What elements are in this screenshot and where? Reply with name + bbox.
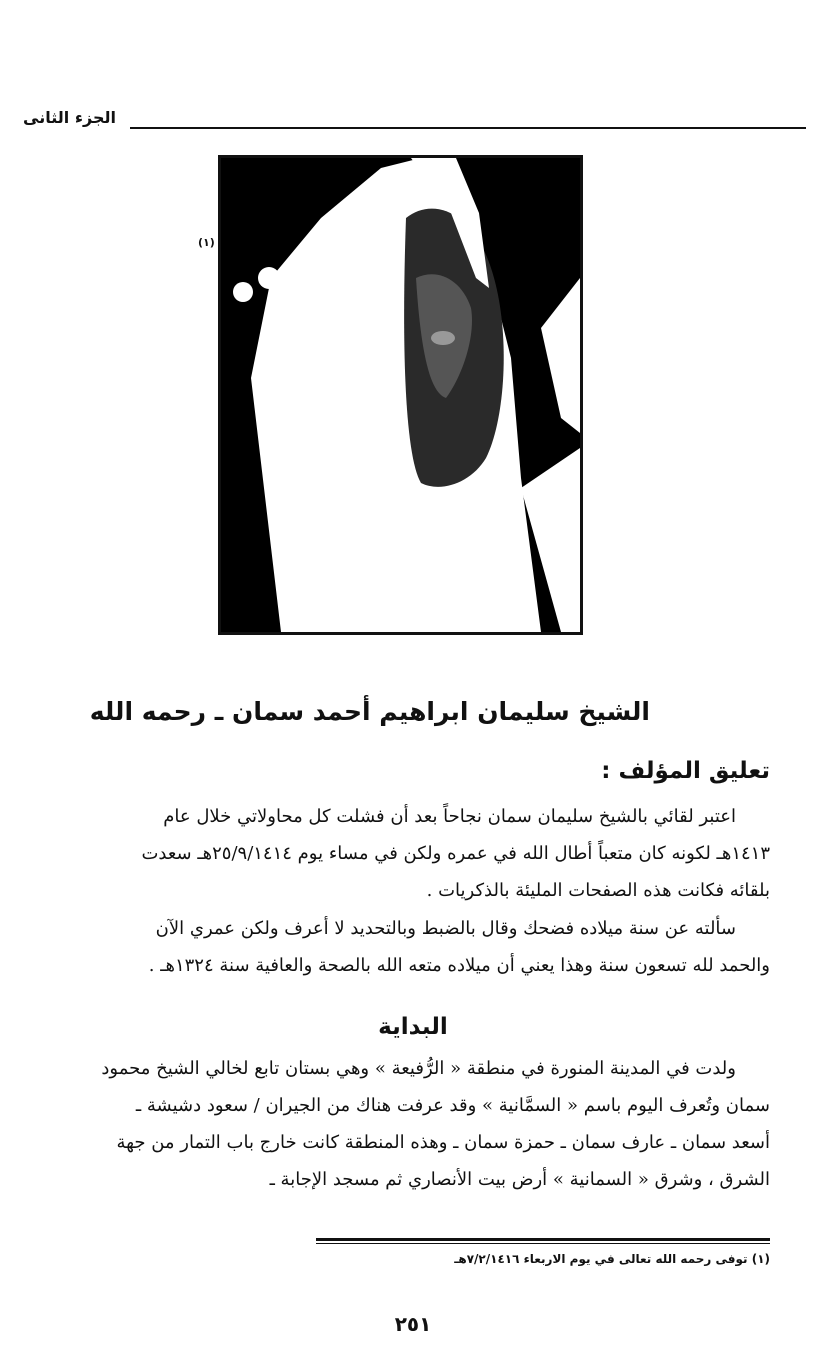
text-line: الشرق ، وشرق « السمانية » أرض بيت الأنصاري ثم مسجد الإجابة ـ xyxy=(269,1169,770,1190)
page-number: ٢٥١ xyxy=(394,1312,432,1336)
text-line: بلقائه فكانت هذه الصفحات المليئة بالذكريات . xyxy=(426,880,770,901)
beginning-paragraph xyxy=(56,1050,770,1198)
photo-caption: الشيخ سليمان ابراهيم أحمد سمان ـ رحمه الله xyxy=(89,697,650,726)
footnote-rule xyxy=(316,1243,770,1244)
footnote-rule xyxy=(316,1238,770,1241)
portrait-image xyxy=(221,158,580,632)
footnote: (١) توفى رحمه الله تعالى في يوم الاربعاء ٧/٢/١٤١٦هـ xyxy=(454,1252,770,1266)
author-comment-paragraph-1 xyxy=(56,798,770,909)
light-reflection xyxy=(258,267,280,289)
photo-footnote-marker: (١) xyxy=(198,236,215,249)
text-line: أسعد سمان ـ عارف سمان ـ حمزة سمان ـ وهذه المنطقة كانت خارج باب التمار من جهة xyxy=(116,1132,770,1153)
text-line: اعتبر لقائي بالشيخ سليمان سمان نجاحاً بعد أن فشلت كل محاولاتي خلال عام xyxy=(163,806,736,827)
running-header: الجزء الثانى xyxy=(19,108,120,127)
text-line: سمان وتُعرف اليوم باسم « السمَّانية » وقد عرفت هناك من الجيران / سعود دشيشة ـ xyxy=(135,1095,770,1116)
author-comment-paragraph-2 xyxy=(56,910,770,984)
text-line: سألته عن سنة ميلاده فضحك وقال بالضبط وبالتحديد لا أعرف ولكن عمري الآن xyxy=(155,918,736,939)
portrait-photo xyxy=(218,155,583,635)
text-line: ١٤١٣هـ لكونه كان متعباً أطال الله في عمره ولكن في مساء يوم ٢٥/٩/١٤١٤هـ سعدت xyxy=(141,843,770,864)
text-line: ولدت في المدينة المنورة في منطقة « الرُّفيعة » وهي بستان تابع لخالي الشيخ محمود xyxy=(101,1058,736,1079)
text-line: والحمد لله تسعون سنة وهذا يعني أن ميلاده متعه الله بالصحة والعافية سنة ١٣٢٤هـ . xyxy=(148,955,770,976)
beginning-heading: البداية xyxy=(378,1014,448,1040)
header-rule xyxy=(130,127,806,129)
author-comment-heading: تعليق المؤلف : xyxy=(601,758,770,784)
light-reflection xyxy=(233,282,253,302)
